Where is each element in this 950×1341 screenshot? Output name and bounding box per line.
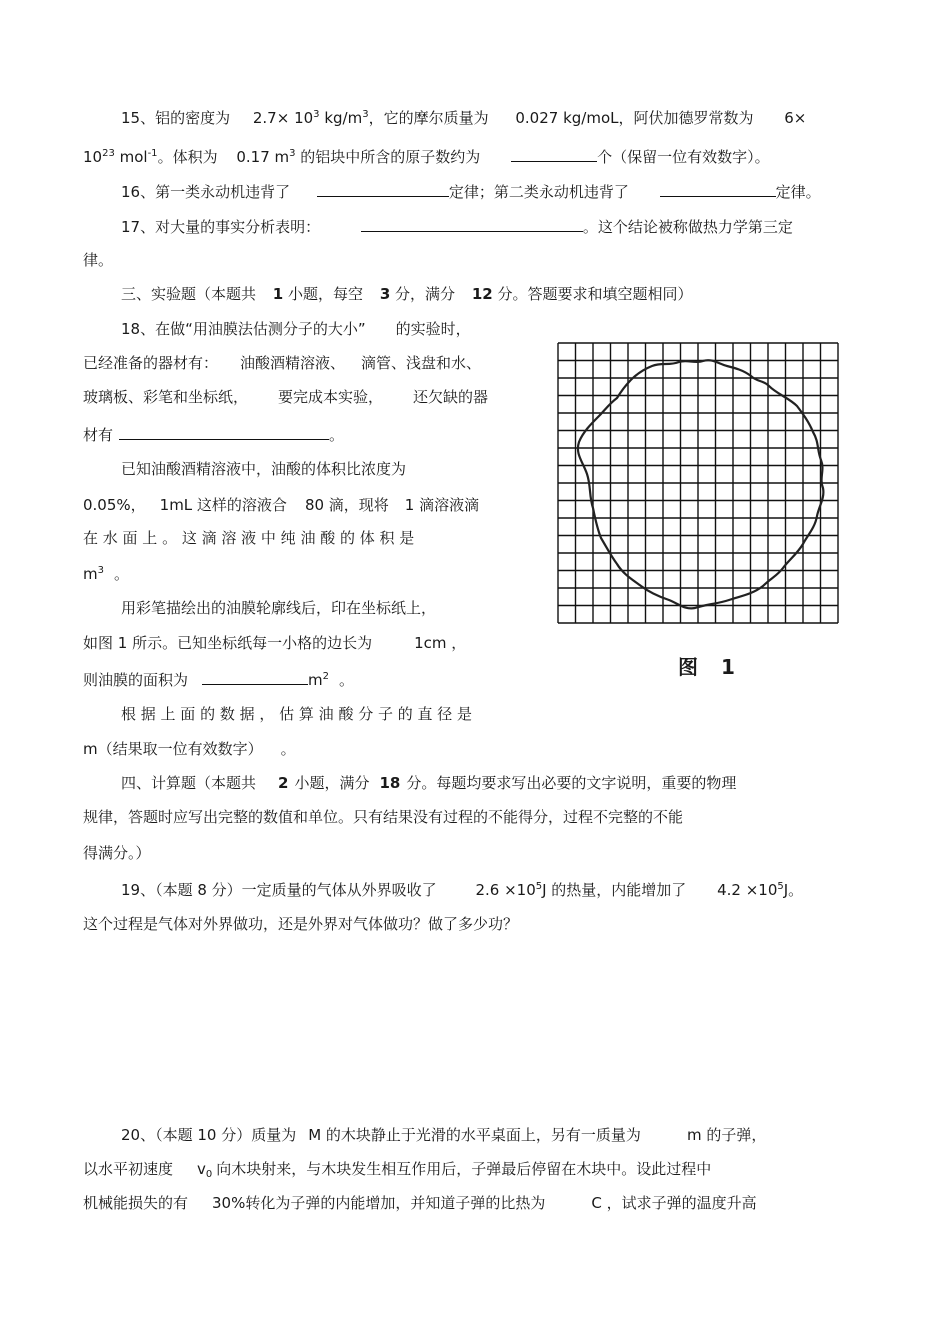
section3-text-a: 三、实验题（本题共 (121, 285, 257, 303)
q18-l6b: 1mL 这样的溶液合 (159, 496, 287, 514)
section4-total: 18 (379, 774, 401, 792)
section4-text-e: 分。每题均要求写出必要的文字说明，重要的物理 (406, 774, 737, 792)
section3-total: 12 (471, 285, 493, 303)
q20-line2 (83, 1159, 711, 1179)
q20-l1a: 20、（本题 10 分）质量为 (121, 1126, 297, 1144)
q15-tail: 个（保留一位有效数字）。 (597, 148, 770, 166)
q18-line10 (83, 633, 466, 653)
q20-velocity-symbol: $v_0$ (197, 1160, 213, 1180)
q18-l3b: 要完成本实验， (278, 388, 384, 406)
q15-volume-text: 。体积为 (157, 148, 218, 166)
q18-area-blank[interactable] (202, 668, 308, 685)
q20-l3b: 30%转化为子弹的内能增加，并知道子弹的比热为 (212, 1194, 546, 1212)
q18-l13a: m（结果取一位有效数字） (83, 740, 263, 758)
q17-text-2: 。这个结论被称做热力学第三定 (582, 218, 793, 236)
section4-line2 (83, 807, 683, 827)
q16-tail: 定律。 (775, 183, 821, 201)
q18-l3a: 玻璃板、彩笔和坐标纸， (83, 388, 249, 406)
q15-line1 (121, 108, 806, 128)
q15-text: 15、铝的密度为 (121, 109, 231, 127)
q20-line3 (83, 1193, 757, 1213)
q19-tail: J。 (783, 881, 804, 899)
figure-caption: 图 1 (678, 655, 743, 679)
q18-l7: 在 水 面 上 。 这 滴 溶 液 中 纯 油 酸 的 体 积 是 (83, 529, 415, 547)
q16-text: 16、第一类永动机违背了 (121, 183, 291, 201)
q18-line1 (121, 319, 471, 339)
section4-text-2: 规律，答题时应写出完整的数值和单位。只有结果没有过程的不能得分，过程不完整的不能 (83, 808, 684, 826)
q18-line8 (83, 564, 129, 584)
q15-avogadro-exp: $10^{23}$ (83, 148, 115, 166)
q18-l1a: 18、在做“用油膜法估测分子的大小” (121, 320, 366, 338)
q18-l2b: 油酸酒精溶液、 (240, 354, 346, 372)
q15-molar-text: ，它的摩尔质量为 (368, 109, 489, 127)
q15-atom-count-text: 的铝块中所含的原子数约为 (300, 148, 481, 166)
q18-line3 (83, 387, 488, 407)
section3-points: 3 (379, 285, 391, 303)
q18-line5 (121, 459, 406, 479)
section3-count: 1 (272, 285, 284, 303)
q15-line2 (83, 145, 770, 167)
q18-l2a: 已经准备的器材有： (83, 354, 219, 372)
section3-text-c: 小题，每空 (288, 285, 364, 303)
q19-line2 (83, 914, 518, 934)
section4-text-3: 得满分。） (83, 844, 151, 862)
q18-line6 (83, 495, 479, 515)
q18-volume-unit: $m^3$ (83, 565, 104, 583)
q18-l12: 根 据 上 面 的 数 据 ， 估 算 油 酸 分 子 的 直 径 是 (121, 705, 473, 723)
section4-line1 (121, 773, 736, 793)
q18-l10a: 如图 1 所示。已知坐标纸每一小格的边长为 (83, 634, 373, 652)
section3-text-e: 分，满分 (395, 285, 456, 303)
section3-header (121, 284, 693, 304)
q18-l4b: 。 (329, 426, 345, 444)
q16-answer-blank-2[interactable] (660, 180, 776, 197)
q15-answer-blank[interactable] (511, 145, 597, 162)
q18-line9 (121, 598, 436, 618)
q20-l1c: m 的子弹， (686, 1126, 767, 1144)
q19-line1 (121, 880, 803, 900)
q20-l3c: C ，试求子弹的温度升高 (591, 1194, 757, 1212)
q15-avogadro-coef: 6× (784, 109, 807, 127)
section4-line3 (83, 843, 151, 863)
q18-l11a: 则油膜的面积为 (83, 671, 189, 689)
q20-l1b: M 的木块静止于光滑的水平桌面上，另有一质量为 (308, 1126, 641, 1144)
q18-l11c: 。 (339, 671, 355, 689)
q18-l5: 已知油酸酒精溶液中，油酸的体积比浓度为 (121, 460, 407, 478)
q18-line2 (83, 353, 481, 373)
q16-answer-blank-1[interactable] (317, 180, 449, 197)
q16-text-2: 定律；第二类永动机违背了 (448, 183, 629, 201)
q18-line13 (83, 739, 296, 759)
q18-line12 (121, 704, 472, 724)
section4-count: 2 (278, 774, 289, 792)
q18-l2c: 滴管、浅盘和水、 (361, 354, 482, 372)
q18-line4 (83, 423, 344, 445)
q18-l8b: 。 (114, 565, 130, 583)
q20-l3a: 机械能损失的有 (83, 1194, 189, 1212)
q18-line11 (83, 668, 354, 690)
q15-molar-value: 0.027 kg/moL，阿伏加德罗常数为 (515, 109, 754, 127)
section4-text-a: 四、计算题（本题共 (121, 774, 257, 792)
q18-l6a: 0.05%， (83, 496, 146, 514)
grid-lines (558, 343, 838, 623)
section4-text-c: 小题，满分 (294, 774, 370, 792)
q19-energy-value: $4.2 \times 10^5$ (717, 881, 784, 899)
q18-line7 (83, 528, 414, 548)
q16-line (121, 180, 821, 202)
q15-volume-value: 0.17 $m^3$ (236, 148, 296, 166)
q18-equipment-blank[interactable] (119, 423, 329, 440)
q20-l2c: 向木块射来，与木块发生相互作用后，子弹最后停留在木块中。设此过程中 (216, 1160, 712, 1178)
q18-l4a: 材有 (83, 426, 114, 444)
q19-question: 这个过程是气体对外界做功，还是外界对气体做功？做了多少功？ (83, 915, 519, 933)
q17-line2 (83, 250, 113, 270)
q18-l6d: 1 滴溶液滴 (404, 496, 480, 514)
q15-density-unit: $kg/m^3$ (324, 109, 369, 127)
q20-line1 (121, 1125, 766, 1145)
q17-line1 (121, 215, 793, 237)
q18-l10b: 1cm ， (414, 634, 467, 652)
q15-avogadro-unit: mol$^{-1}$ (119, 148, 158, 166)
q18-l6c: 80 滴，现将 (304, 496, 389, 514)
q17-text: 17、对大量的事实分析表明： (121, 218, 321, 236)
q18-l1b: 的实验时， (395, 320, 471, 338)
oil-film-grid-figure (557, 342, 839, 624)
section3-text-g: 分。答题要求和填空题相同） (497, 285, 693, 303)
q17-answer-blank[interactable] (361, 215, 583, 232)
q19-text-2: J 的热量，内能增加了 (542, 881, 687, 899)
q19-heat-value: $2.6 \times 10^5$ (475, 881, 543, 899)
q18-l3c: 还欠缺的器 (413, 388, 489, 406)
q18-l9: 用彩笔描绘出的油膜轮廓线后，印在坐标纸上， (121, 599, 437, 617)
q19-text: 19、（本题 8 分）一定质量的气体从外界吸收了 (121, 881, 437, 899)
q20-l2a: 以水平初速度 (83, 1160, 174, 1178)
q17-tail: 律。 (83, 251, 114, 269)
q18-l13b: 。 (280, 740, 296, 758)
q15-density-value: $2.7\times 10^3$ (252, 109, 320, 127)
q18-area-unit: $m^2$ (308, 671, 330, 689)
